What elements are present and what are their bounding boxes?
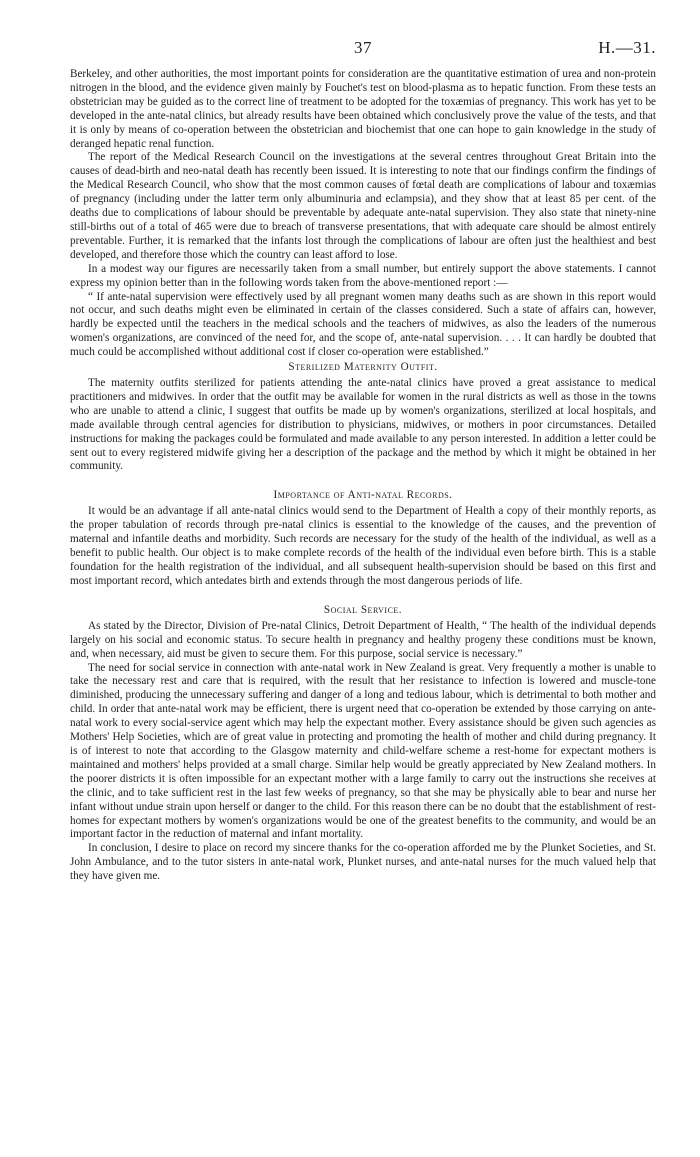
page-header xyxy=(70,38,656,64)
paragraph: In conclusion, I desire to place on record my sincere thanks for the co-operation afforded me by the Plunket Societies, and St. John Ambulance, and to the tutor sisters in ante-natal work, Plunket nurses, and ante-natal nurses for the much valued help that they have given me. xyxy=(70,842,656,883)
section-heading-sterilized-maternity-outfit: Sterilized Maternity Outfit. xyxy=(288,361,438,374)
paragraph: Berkeley, and other authorities, the most important points for consideration are the quantitative estimation of urea and non-protein nitrogen in the blood, and the evidence given mainly by Fouchet's test on blood-plasma as to hepatic function. From these tests an obstetrician may be guided as to the correct line of treatment to be adopted for the toxæmias of pregnancy. This work has yet to be developed in the ante-natal clinics, but already results have been obtained which conclusively prove the value of the tests, and that it is only by means of co-operation between the obstetrician and biochemist that one can hope to gain knowledge in the study of deranged hepatic renal function. xyxy=(70,68,656,150)
paragraph: The report of the Medical Research Council on the investigations at the several centres throughout Great Britain into the causes of dead-birth and neo-natal death has recently been issued. It is interesting to note that our findings confirm the findings of the Medical Research Council, who show that the most common causes of fœtal death are complications of labour and toxæmias of pregnancy (including under the latter term only albuminuria and eclampsia), and they show that at least 85 per cent. of the deaths due to complications of labour should be preventable by adequate ante-natal supervision. They also state that ninety-nine still-births out of a total of 465 were due to breach of transverse presentations, that with adequate care should be almost entirely preventable. Further, it is remarked that the infants lost through the complications of labour are often just the healthiest and best developed, and therefore those which the country can least afford to lose. xyxy=(70,151,656,261)
quotation-paragraph: “ If ante-natal supervision were effectively used by all pregnant women many deaths such as are shown in this report would not occur, and such deaths might even be eliminated in certain of the classes considered. Such a state of affairs can, however, hardly be expected until the teachers in the medical schools and the teachers of midwives, as also the leaders of the numerous women's organizations, are convinced of the need for, and the scope of, ante-natal supervision. . . . It can hardly be doubted that much could be accomplished without additional cost if closer co-operation were established.” xyxy=(70,290,656,359)
paragraph: As stated by the Director, Division of Pre-natal Clinics, Detroit Department of Health, “ The health of the individual depends largely on his social and economic status. To secure health in pregnancy and healthy progeny these conditions must be known, and, when necessary, aid must be given to secure them. For this purpose, social service is necessary.” xyxy=(70,619,656,660)
paragraph: The maternity outfits sterilized for patients attending the ante-natal clinics have proved a great assistance to medical practitioners and midwives. In order that the outfit may be available for women in the rural districts as well as those in the towns who are unable to attend a clinic, I suggest that outfits be made up by women's organizations, sterilized at local hospitals, and made available through central agencies for distribution to physicians, midwives, or mothers in poor circumstances. Detailed instructions for making the packages could be formulated and made available to any person interested. In addition a letter could be sent out to every registered midwife giving her a description of the package and the method by which it might be obtained in her community. xyxy=(70,377,656,473)
paragraph: It would be an advantage if all ante-natal clinics would send to the Department of Health a copy of their monthly reports, as the proper tabulation of records through pre-natal clinics is essential to the knowledge of the causes, and the prevention of maternal and infantile deaths and morbidity. Such records are necessary for the study of the health of the individual, as well as a benefit to public health. Our object is to make complete records of the health of the individual even before birth. This is a stable foundation for the health registration of the individual, and all subsequent health-supervision should be based on this first and most important record, which antedates birth and extends through the most dangerous periods of life. xyxy=(70,505,656,587)
paragraph: The need for social service in connection with ante-natal work in New Zealand is great. Very frequently a mother is unable to take the necessary rest and care that is required, with the result that her resistance to infection is lowered and muscle-tone diminished, producing the unnecessary suffering and danger of a long and tedious labour, which is detrimental to both mother and child. In order that ante-natal work may be efficient, there is urgent need that co-operation be extended by those carrying on ante-natal work to every social-service agent which may help the expectant mother. Every assistance should be given such agencies as Mothers' Help Societies, which are of great value in protecting and promoting the health of mother and child during pregnancy. It is of interest to note that according to the Glasgow maternity and child-welfare scheme a rest-home for expectant mothers is maintained and mothers' helps provided at a small charge. Similar help would be greatly appreciated by New Zealand mothers. In the poorer districts it is often impossible for an expectant mother with a large family to carry out the instructions she receives at the clinic, and to take sufficient rest in the last few weeks of pregnancy, so that she may be physically able to bear and nurse her infant without undue strain upon herself or danger to the child. For this reason there can be no doubt that the establishment of rest-homes for expectant mothers by women's organizations would be one of the greatest benefits to the community, and would be an important factor in the reduction of maternal and infant mortality. xyxy=(70,661,656,841)
document-reference: H.—31. xyxy=(598,38,656,57)
section-heading-anti-natal-records: Importance of Anti-natal Records. xyxy=(273,489,453,502)
body-text xyxy=(70,68,656,884)
paragraph: In a modest way our figures are necessarily taken from a small number, but entirely support the above statements. I cannot express my opinion better than in the following words taken from the above-mentioned report :— xyxy=(70,262,656,289)
section-heading-social-service: Social Service. xyxy=(323,603,403,616)
page-number: 37 xyxy=(354,38,372,57)
